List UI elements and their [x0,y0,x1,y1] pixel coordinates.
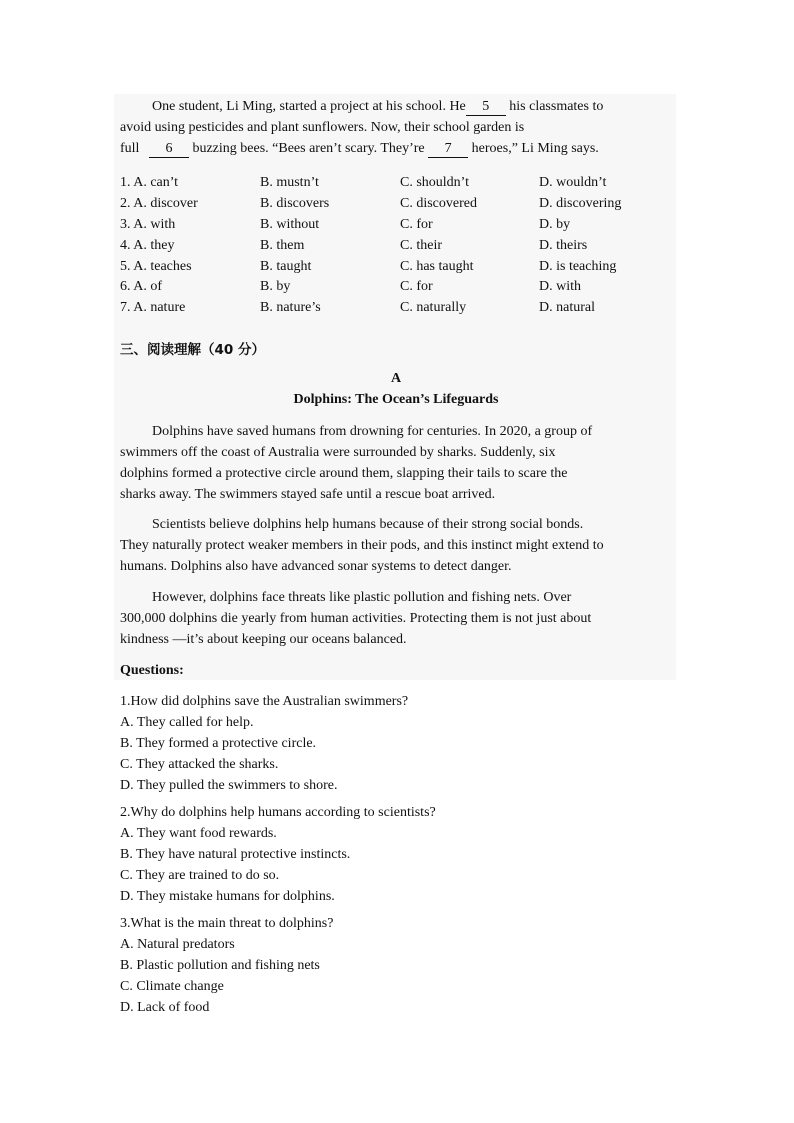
cloze-text: One student, Li Ming, started a project at his school. He [152,99,466,114]
option-c[interactable]: C. for [400,217,433,232]
option-c[interactable]: C. has taught [400,259,474,274]
cloze-text: his classmates to [509,99,604,114]
option-b[interactable]: B. by [260,279,291,294]
section-heading: 三、阅读理解（40 分） [120,342,265,358]
option-a[interactable]: 2. A. discover [120,196,198,211]
option-a[interactable]: 7. A. nature [120,300,186,315]
option-d[interactable]: D. theirs [539,238,588,253]
option-d[interactable]: D. with [539,279,581,294]
option-c[interactable]: C. shouldn’t [400,175,469,190]
cloze-line-1 [120,96,672,117]
text-line: Scientists believe dolphins help humans because of their strong social bonds. [152,517,584,532]
option-b[interactable]: B. mustn’t [260,175,319,190]
question-stem: 2.Why do dolphins help humans according to scientists? [120,805,436,820]
text-line: swimmers off the coast of Australia were surrounded by sharks. Suddenly, six [120,445,556,460]
option-b[interactable]: B. them [260,238,305,253]
answer-option[interactable]: A. Natural predators [120,937,235,952]
text-line: Dolphins have saved humans from drowning for centuries. In 2020, a group of [152,424,593,439]
option-a[interactable]: 4. A. they [120,238,175,253]
blank-6[interactable]: 6 [149,141,189,158]
text-line: humans. Dolphins also have advanced sonar systems to detect danger. [120,559,512,574]
option-c[interactable]: C. discovered [400,196,477,211]
answer-option[interactable]: B. They formed a protective circle. [120,736,317,751]
option-d[interactable]: D. discovering [539,196,622,211]
answer-option[interactable]: D. They pulled the swimmers to shore. [120,778,338,793]
answer-option[interactable]: C. They are trained to do so. [120,868,280,883]
text-line: kindness —it’s about keeping our oceans balanced. [120,632,407,647]
option-b[interactable]: B. without [260,217,320,232]
option-c[interactable]: C. their [400,238,442,253]
text-line: However, dolphins face threats like plastic pollution and fishing nets. Over [152,590,572,605]
option-b[interactable]: B. taught [260,259,312,274]
text-line: 300,000 dolphins die yearly from human activities. Protecting them is not just about [120,611,592,626]
option-c[interactable]: C. naturally [400,300,467,315]
option-d[interactable]: D. is teaching [539,259,617,274]
option-b[interactable]: B. nature’s [260,300,321,315]
text-line: They naturally protect weaker members in their pods, and this instinct might extend to [120,538,604,553]
option-c[interactable]: C. for [400,279,433,294]
passage-paragraph-2 [120,514,672,577]
text-line: sharks away. The swimmers stayed safe until a rescue boat arrived. [120,487,496,502]
option-a[interactable]: 5. A. teaches [120,259,192,274]
blank-5[interactable]: 5 [466,99,506,116]
answer-option[interactable]: D. They mistake humans for dolphins. [120,889,335,904]
answer-option[interactable]: A. They called for help. [120,715,254,730]
questions-heading: Questions: [120,663,184,678]
answer-option[interactable]: B. Plastic pollution and fishing nets [120,958,320,973]
question-1 [120,691,672,796]
cloze-text: heroes,” Li Ming says. [471,141,599,156]
option-a[interactable]: 6. A. of [120,279,162,294]
cloze-line-3 [120,138,672,159]
cloze-line-2: avoid using pesticides and plant sunflowers. Now, their school garden is [120,120,525,135]
answer-option[interactable]: A. They want food rewards. [120,826,277,841]
passage-title: Dolphins: The Ocean’s Lifeguards [293,392,499,407]
answer-option[interactable]: C. Climate change [120,979,224,994]
option-a[interactable]: 3. A. with [120,217,176,232]
question-stem: 1.How did dolphins save the Australian swimmers? [120,694,409,709]
option-d[interactable]: D. by [539,217,571,232]
option-b[interactable]: B. discovers [260,196,330,211]
passage-label: A [390,371,402,386]
cloze-text: buzzing bees. “Bees aren’t scary. They’re [192,141,425,156]
text-line: dolphins formed a protective circle around them, slapping their tails to scare the [120,466,568,481]
cloze-text: full [120,141,140,156]
blank-7[interactable]: 7 [428,141,468,158]
question-2 [120,802,672,907]
option-a[interactable]: 1. A. can’t [120,175,179,190]
option-d[interactable]: D. natural [539,300,595,315]
answer-option[interactable]: D. Lack of food [120,1000,210,1015]
question-3 [120,913,672,1018]
option-d[interactable]: D. wouldn’t [539,175,607,190]
cloze-passage [120,96,672,159]
question-stem: 3.What is the main threat to dolphins? [120,916,334,931]
answer-option[interactable]: B. They have natural protective instincts. [120,847,351,862]
answer-option[interactable]: C. They attacked the sharks. [120,757,279,772]
passage-paragraph-1 [120,421,672,505]
passage-paragraph-3 [120,587,672,650]
